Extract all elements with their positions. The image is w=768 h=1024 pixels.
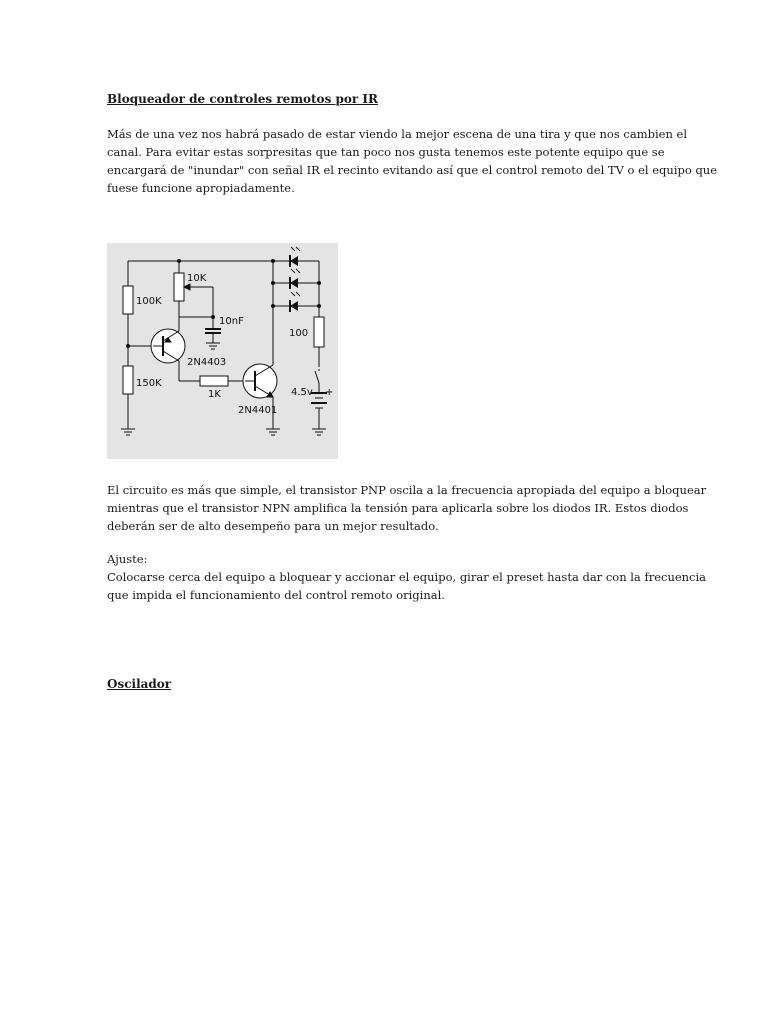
label-100: 100 bbox=[289, 328, 309, 339]
label-plus: + bbox=[325, 387, 334, 398]
schematic-svg bbox=[107, 243, 338, 459]
ajuste-paragraph bbox=[107, 550, 707, 604]
resistor-1k bbox=[200, 376, 228, 386]
section-heading-oscilador: Oscilador bbox=[107, 677, 172, 691]
intro-line: encargará de "inundar" con señal IR el recinto evitando así que el control remoto del TV o el equipo que bbox=[107, 163, 718, 177]
label-1k: 1K bbox=[208, 389, 221, 400]
ir-diode bbox=[290, 278, 298, 288]
desc-line: deberán ser de alto desempeño para un mejor resultado. bbox=[107, 519, 439, 533]
ajuste-line: Colocarse cerca del equipo a bloquear y accionar el equipo, girar el preset hasta dar con la frecuencia bbox=[107, 570, 707, 584]
resistor-150k bbox=[123, 366, 133, 394]
potentiometer-10k bbox=[174, 273, 184, 301]
label-150k: 150K bbox=[136, 378, 162, 389]
ir-diode bbox=[290, 256, 298, 266]
label-100k: 100K bbox=[136, 296, 162, 307]
description-paragraph bbox=[107, 481, 707, 535]
circuit-schematic bbox=[107, 243, 338, 459]
label-10nf: 10nF bbox=[219, 316, 244, 327]
ir-diode bbox=[290, 301, 298, 311]
ajuste-label: Ajuste: bbox=[107, 552, 148, 566]
resistor-100 bbox=[314, 317, 324, 347]
label-2n4403: 2N4403 bbox=[187, 357, 227, 368]
label-battery: 4.5v bbox=[291, 387, 313, 398]
desc-line: El circuito es más que simple, el transistor PNP oscila a la frecuencia apropiada del equipo a bloquear bbox=[107, 483, 707, 497]
intro-line: fuese funcione apropiadamente. bbox=[107, 181, 295, 195]
label-2n4401: 2N4401 bbox=[238, 405, 278, 416]
intro-paragraph bbox=[107, 125, 718, 197]
desc-line: mientras que el transistor NPN amplifica la tensión para aplicarla sobre los diodos IR. Estos diodos bbox=[107, 501, 689, 515]
resistor-100k bbox=[123, 286, 133, 314]
label-10k: 10K bbox=[187, 273, 207, 284]
intro-line: Más de una vez nos habrá pasado de estar viendo la mejor escena de una tira y que nos cambien el bbox=[107, 127, 688, 141]
ajuste-line: que impida el funcionamiento del control remoto original. bbox=[107, 588, 445, 602]
intro-line: canal. Para evitar estas sorpresitas que tan poco nos gusta tenemos este potente equipo que se bbox=[107, 145, 665, 159]
document-title: Bloqueador de controles remotos por IR bbox=[107, 92, 378, 106]
